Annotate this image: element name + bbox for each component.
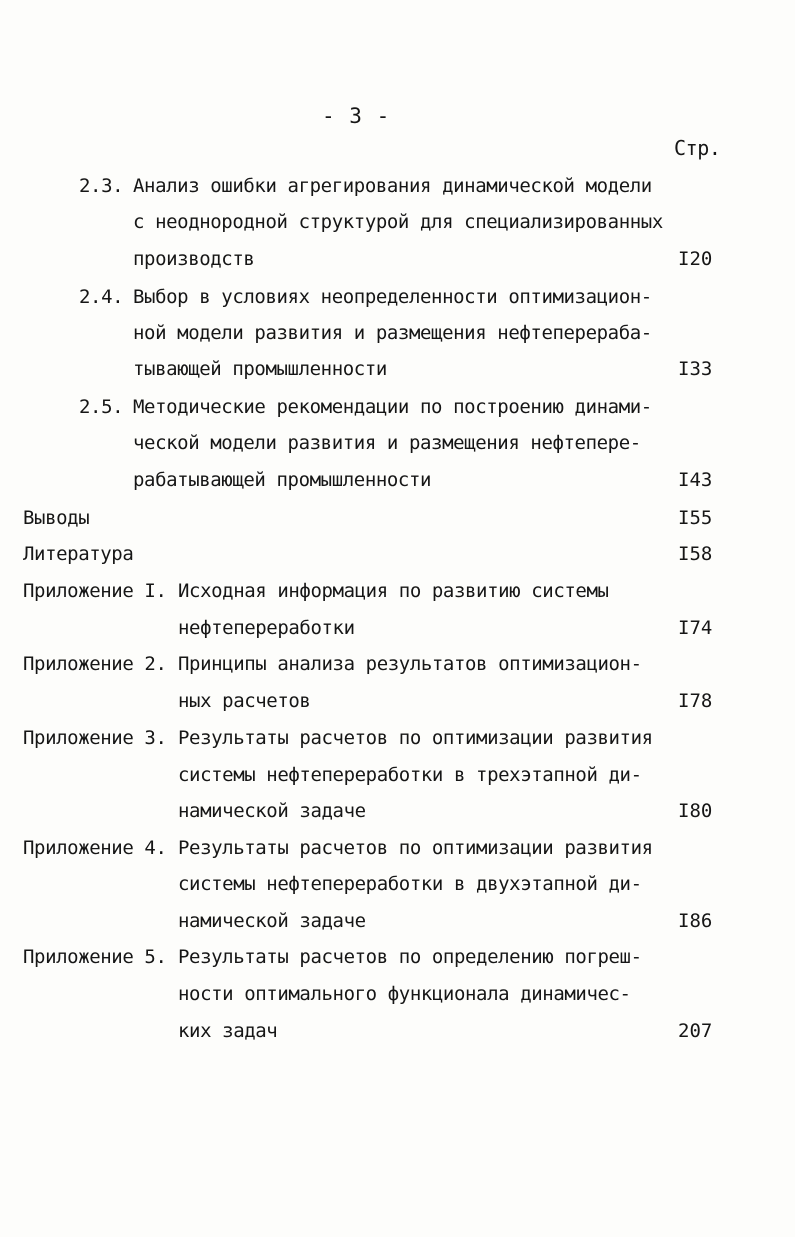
toc-entry-line: ких задач bbox=[178, 1020, 278, 1042]
toc-entry-page: I33 bbox=[678, 358, 713, 380]
toc-entry-line: Результаты расчетов по определению погреш- bbox=[178, 946, 642, 968]
toc-entry-line: системы нефтепереработки в двухэтапной ди- bbox=[178, 873, 642, 895]
pages-column-header: Стр. bbox=[674, 136, 721, 160]
toc-entry-line: ческой модели развития и размещения нефтепере- bbox=[133, 432, 641, 454]
toc-entry-line: системы нефтепереработки в трехэтапной ди- bbox=[178, 764, 642, 786]
toc-entry-line: намической задаче bbox=[178, 910, 366, 932]
toc-entry-label: 2.5. bbox=[79, 396, 124, 418]
toc-entry-page: I80 bbox=[678, 800, 713, 822]
toc-entry-page: I78 bbox=[678, 690, 713, 712]
toc-entry-label: Приложение I. bbox=[23, 580, 167, 602]
toc-entry-line: Результаты расчетов по оптимизации развития bbox=[178, 727, 653, 749]
toc-entry-label: Приложение 3. bbox=[23, 727, 167, 749]
toc-entry-label: Приложение 2. bbox=[23, 653, 167, 675]
toc-entry-label: Приложение 5. bbox=[23, 946, 167, 968]
toc-entry-line: производств bbox=[133, 248, 255, 270]
toc-entry-page: 207 bbox=[678, 1020, 713, 1042]
toc-entry-page: I55 bbox=[678, 507, 713, 529]
toc-entry-line: Исходная информация по развитию системы bbox=[178, 580, 609, 602]
toc-entry-label: 2.3. bbox=[79, 175, 124, 197]
toc-entry-line: ности оптимального функционала динамичес- bbox=[178, 983, 631, 1005]
toc-entry-page: I58 bbox=[678, 543, 713, 565]
toc-entry-label: Литература bbox=[23, 543, 134, 565]
toc-entry-label: Приложение 4. bbox=[23, 837, 167, 859]
toc-entry-line: Результаты расчетов по оптимизации развития bbox=[178, 837, 653, 859]
toc-entry-line: намической задаче bbox=[178, 800, 366, 822]
toc-entry-line: тывающей промышленности bbox=[133, 358, 387, 380]
page-number: - 3 - bbox=[322, 104, 391, 128]
toc-entry-line: ных расчетов bbox=[178, 690, 311, 712]
toc-entry-line: с неоднородной структурой для специализированных bbox=[133, 211, 663, 233]
toc-entry-label: 2.4. bbox=[79, 286, 124, 308]
toc-entry-page: I20 bbox=[678, 248, 713, 270]
toc-entry-line: рабатывающей промышленности bbox=[133, 469, 432, 491]
toc-entry-line: нефтепереработки bbox=[178, 617, 355, 639]
toc-entry-line: Методические рекомендации по построению динами- bbox=[133, 396, 652, 418]
toc-entry-line: Выбор в условиях неопределенности оптимизацион- bbox=[133, 286, 652, 308]
toc-entry-page: I86 bbox=[678, 910, 713, 932]
toc-entry-label: Выводы bbox=[23, 507, 90, 529]
toc-entry-line: Анализ ошибки агрегирования динамической модели bbox=[133, 175, 652, 197]
toc-entry-page: I74 bbox=[678, 617, 713, 639]
toc-entry-line: ной модели развития и размещения нефтеперераба- bbox=[133, 322, 652, 344]
toc-entry-page: I43 bbox=[678, 469, 713, 491]
toc-entry-line: Принципы анализа результатов оптимизацион- bbox=[178, 653, 642, 675]
